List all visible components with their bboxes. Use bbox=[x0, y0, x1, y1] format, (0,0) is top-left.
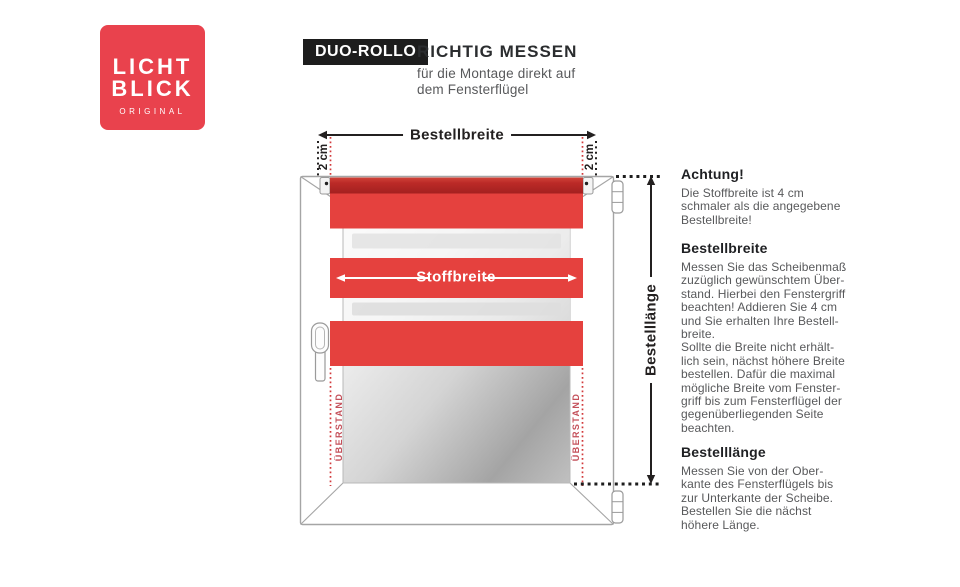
subtitle-line-2: dem Fensterflügel bbox=[417, 82, 529, 97]
fabric-panel-bottom bbox=[330, 321, 583, 366]
text-line: und Sie erhalten Ihre Bestell- bbox=[681, 313, 839, 328]
text-line: schmaler als die angegebene bbox=[681, 199, 841, 214]
text-line: stand. Hierbei den Fenstergriff bbox=[681, 286, 846, 301]
bestellbreite-label: Bestellbreite bbox=[403, 127, 511, 144]
text-line: zuzüglich gewünschtem Über- bbox=[681, 273, 845, 288]
section-bestellbreite bbox=[681, 240, 871, 435]
hinge-bottom-icon bbox=[612, 491, 623, 523]
section-achtung bbox=[681, 166, 871, 227]
section-body-achtung bbox=[681, 187, 871, 227]
dotted-guide-black-width bbox=[318, 141, 596, 176]
logo-text-blick: BLICK bbox=[111, 76, 194, 101]
offset-2cm-right-label: 2 cm bbox=[584, 143, 596, 171]
text-line: breite. bbox=[681, 327, 716, 342]
subtitle-line-1: für die Montage direkt auf bbox=[417, 66, 576, 81]
offset-2cm-left-label: 2 cm bbox=[318, 143, 330, 171]
roller-tube bbox=[330, 178, 583, 194]
text-line: beachten! Addieren Sie 4 cm bbox=[681, 300, 838, 315]
page-title: RICHTIG MESSEN bbox=[417, 42, 578, 61]
section-heading-achtung: Achtung! bbox=[681, 166, 745, 182]
text-line: Sollte die Breite nicht erhält- bbox=[681, 340, 835, 355]
text-line: Bestellen Sie die nächst bbox=[681, 504, 812, 519]
ueberstand-left-label: ÜBERSTAND bbox=[334, 392, 344, 462]
text-line: Bestellbreite! bbox=[681, 212, 752, 227]
text-line: gegenüberliegenden Seite bbox=[681, 407, 824, 422]
section-body-bestelllaenge bbox=[681, 465, 871, 532]
text-line: kante des Fensterflügels bis bbox=[681, 477, 834, 492]
logo-text-original: ORIGINAL bbox=[119, 107, 186, 116]
section-bestelllaenge bbox=[681, 444, 871, 532]
section-heading-bestellbreite: Bestellbreite bbox=[681, 240, 768, 256]
text-line: zur Unterkante der Scheibe. bbox=[681, 490, 834, 505]
section-heading-bestelllaenge: Bestelllänge bbox=[681, 444, 766, 460]
text-line: Messen Sie von der Ober- bbox=[681, 464, 824, 478]
text-line: lich sein, nächst höhere Breite bbox=[681, 353, 845, 368]
text-line: mögliche Breite vom Fenster- bbox=[681, 380, 841, 395]
product-badge: DUO-ROLLO bbox=[303, 39, 428, 65]
text-line: Messen Sie das Scheibenmaß bbox=[681, 260, 847, 274]
text-line: griff bis zum Fensterflügel der bbox=[681, 394, 842, 409]
text-line: bestellen. Dafür die maximal bbox=[681, 367, 836, 382]
stoffbreite-label: Stoffbreite bbox=[416, 268, 496, 286]
bestelllaenge-label: Bestelllänge bbox=[643, 277, 660, 383]
roller-bracket-left bbox=[320, 178, 330, 195]
hinge-top-icon bbox=[612, 181, 623, 213]
roller-bracket-right bbox=[583, 178, 593, 195]
ueberstand-right-label: ÜBERSTAND bbox=[571, 392, 581, 462]
text-line: höhere Länge. bbox=[681, 517, 760, 532]
section-body-bestellbreite bbox=[681, 261, 871, 435]
text-line: Die Stoffbreite ist 4 cm bbox=[681, 186, 804, 200]
logo-text-licht: LICHT bbox=[112, 54, 193, 79]
text-line: beachten. bbox=[681, 420, 735, 435]
fabric-panel-top bbox=[330, 194, 583, 229]
